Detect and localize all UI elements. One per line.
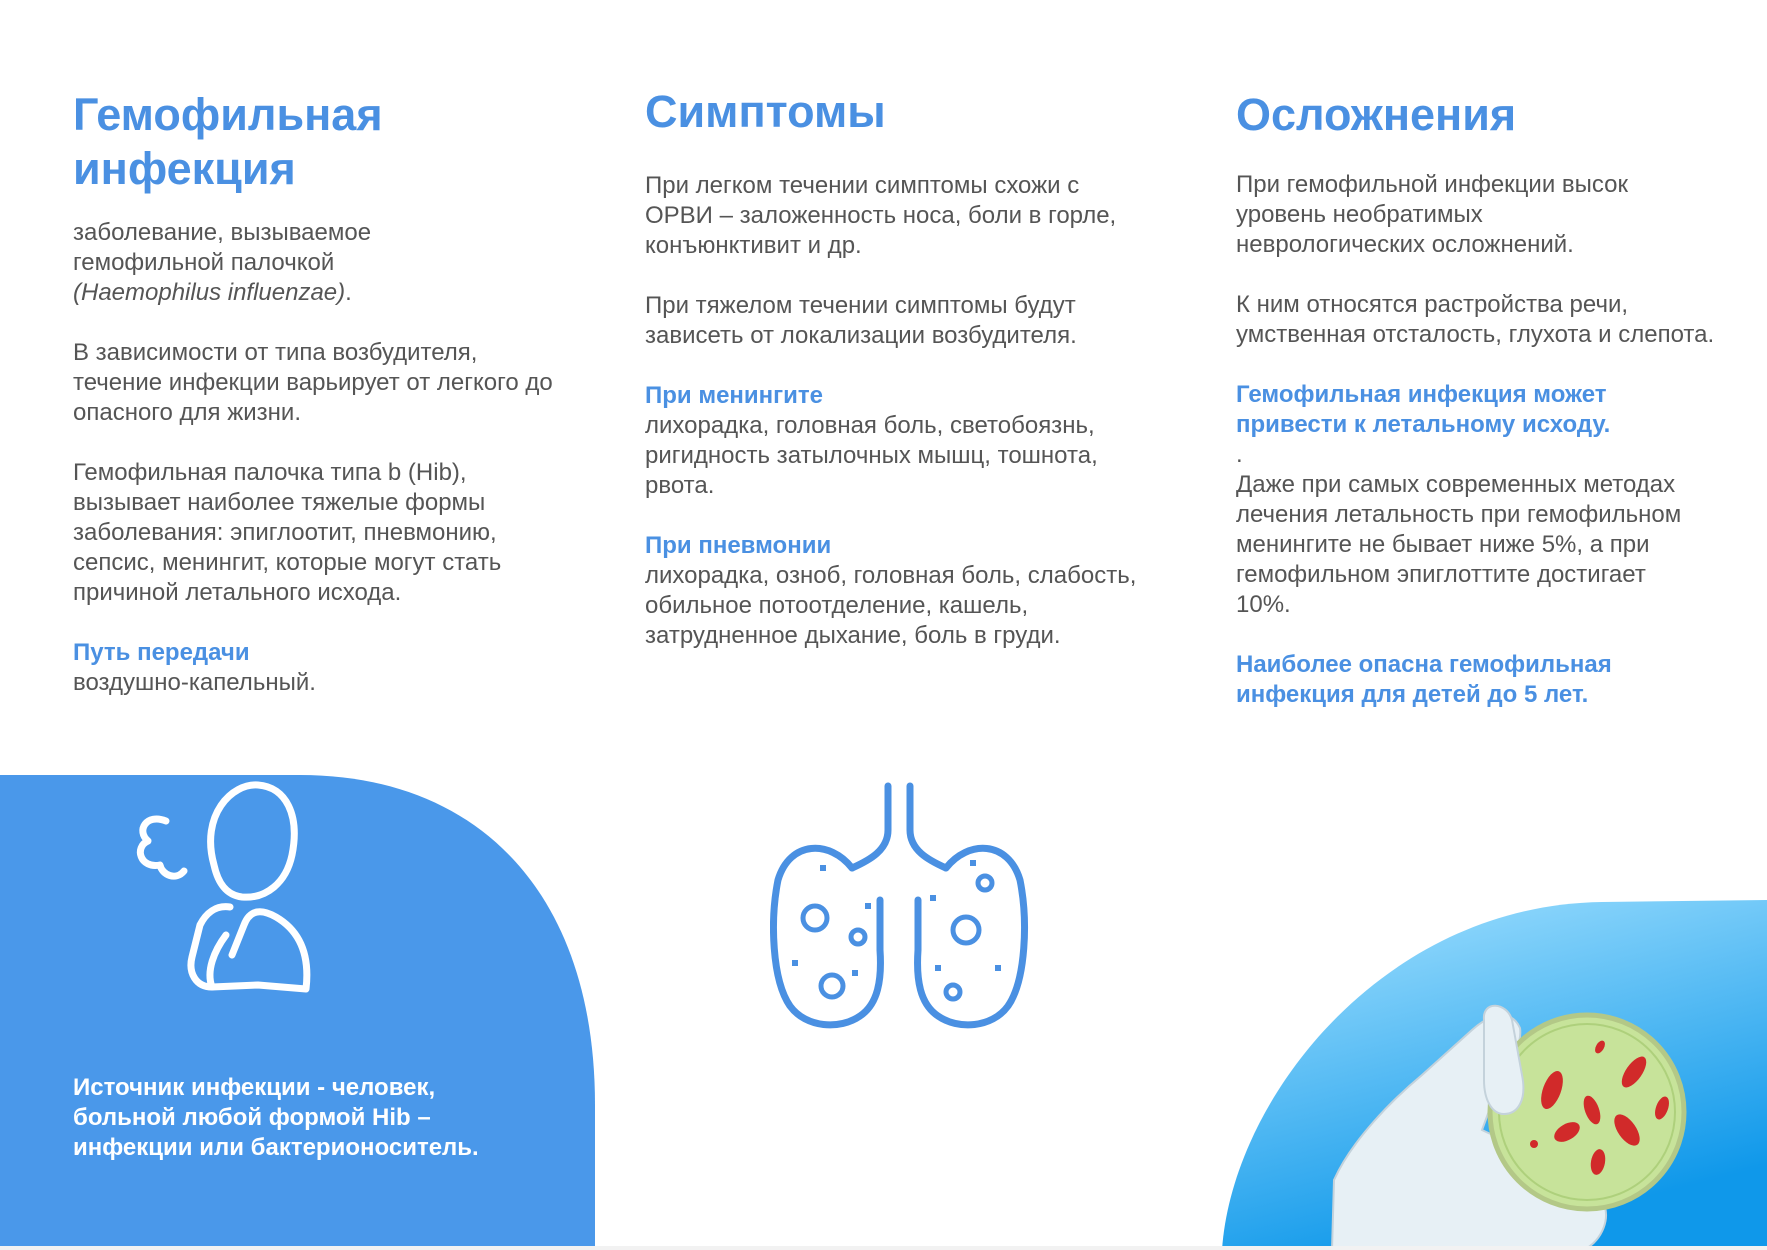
intro-text: заболевание, вызываемое гемофильной палочкой (Haemophilus influenzae). [73,219,372,306]
transmission-label: Путь передачи [73,639,250,666]
dot-separator: . [1236,441,1243,468]
infection-source-text: Источник инфекции - человек, больной любой формой Hib – инфекции или бактерионоситель. [73,1074,479,1161]
complications-list: К ним относятся растройства речи, умственная отсталость, глухота и слепота. [1236,291,1715,348]
intro-main: заболевание, вызываемое гемофильной палочкой [73,219,372,276]
mild-symptoms-text: При легком течении симптомы схожи с ОРВИ – заложенность носа, боли в горле, конъюнктивит и др. [645,172,1117,259]
mortality-text: Даже при самых современных методах лечения летальность при гемофильном менингите не бывает ниже 5%, а при гемофильном эпиглоттите достигает 10%. [1236,471,1682,618]
infection-source-panel [0,775,595,1250]
lethal-warning: Гемофильная инфекция может привести к летальному исходу. [1236,381,1611,438]
transmission-value: воздушно-капельный. [73,669,316,696]
column-haemophilus [73,88,573,698]
title-haemophilus: Гемофильная инфекция [73,89,383,194]
infected-lungs-icon [770,780,1030,1040]
hib-text: Гемофильная палочка типа b (Hib), вызывает наиболее тяжелые формы заболевания: эпиглоотит, пневмонию, сепсис, менингит, которые могут стать причиной летального исхода. [73,459,502,606]
bottom-strip [0,1246,1767,1250]
pneumonia-label: При пневмонии [645,532,832,559]
title-symptoms: Симптомы [645,86,886,137]
title-complications: Осложнения [1236,89,1517,140]
complications-intro: При гемофильной инфекции высок уровень необратимых неврологических осложнений. [1236,171,1629,258]
column-symptoms [645,85,1155,651]
petri-dish-glove-illustration [1222,900,1767,1250]
children-note: Наиболее опасна гемофильная инфекция для детей до 5 лет. [1236,651,1612,708]
meningitis-text: лихорадка, головная боль, светобоязнь, ригидность затылочных мышц, тошнота, рвота. [645,412,1098,499]
severe-symptoms-text: При тяжелом течении симптомы будут зависеть от локализации возбудителя. [645,292,1077,349]
meningitis-label: При менингите [645,382,824,409]
pneumonia-text: лихорадка, озноб, головная боль, слабость, обильное потоотделение, кашель, затрудненное дыхание, боль в груди. [645,562,1137,649]
column-complications [1236,88,1736,710]
variability-text: В зависимости от типа возбудителя, течение инфекции варьирует от легкого до опасного для жизни. [73,339,553,426]
latin-name: (Haemophilus influenzae) [73,279,346,306]
